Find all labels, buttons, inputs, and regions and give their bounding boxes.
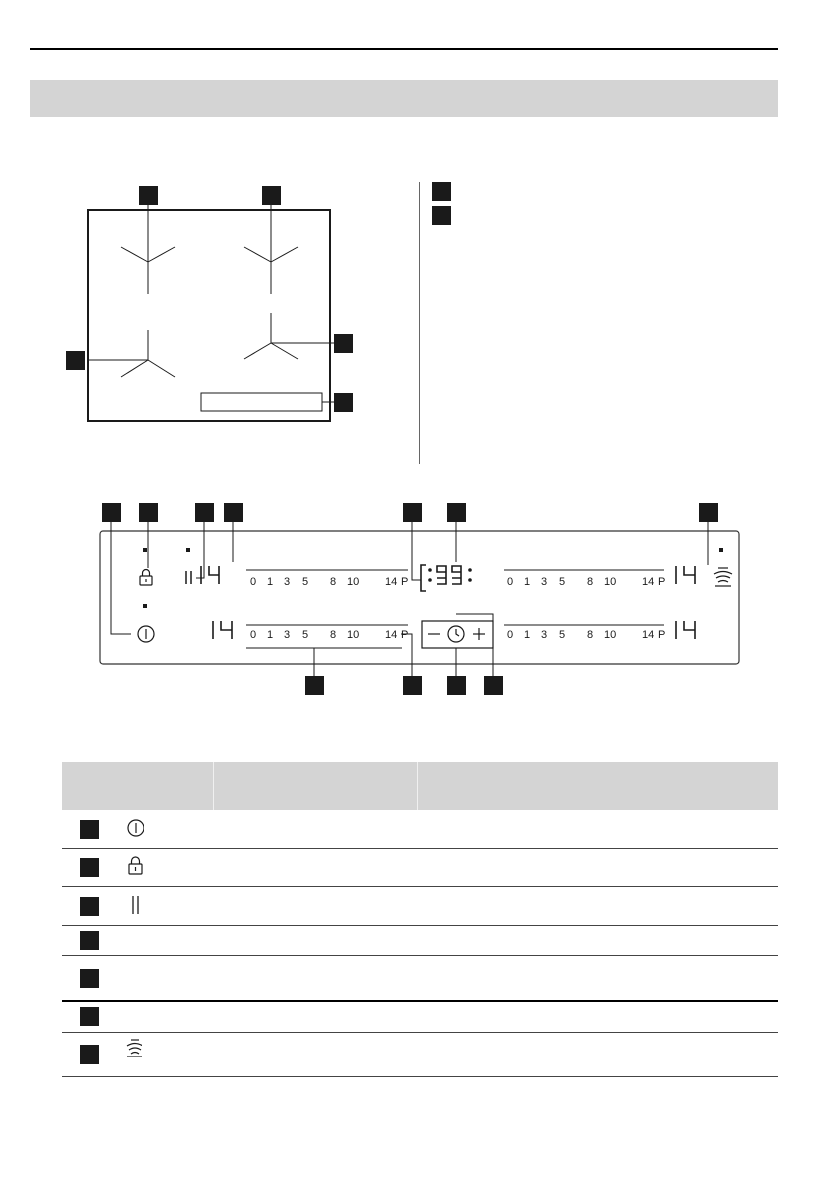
scale-label: P xyxy=(658,629,666,641)
row-marker xyxy=(80,1007,99,1026)
row-marker xyxy=(80,897,99,916)
scale-label: 8 xyxy=(587,576,594,588)
timer-icon xyxy=(448,626,464,642)
column-divider xyxy=(419,182,420,464)
scale-label: P xyxy=(401,576,409,588)
scale-label: 14 xyxy=(385,629,398,641)
scale-label: 0 xyxy=(507,576,514,588)
scale-label: 5 xyxy=(302,629,309,641)
pause-icon xyxy=(186,571,191,584)
table-row xyxy=(62,849,778,887)
callout-1 xyxy=(139,186,158,205)
cooking-zone-bottom-left xyxy=(88,330,175,377)
hob-to-hood-icon xyxy=(124,1037,142,1057)
scale-label: P xyxy=(401,629,409,641)
panel-callout-7 xyxy=(699,503,718,522)
panel-callout-5 xyxy=(403,503,422,522)
scale-label: 5 xyxy=(559,629,566,641)
scale-label: 14 xyxy=(642,629,655,641)
scale-label: 10 xyxy=(347,629,360,641)
table-row xyxy=(62,810,778,849)
panel-callout-3 xyxy=(195,503,214,522)
table-header xyxy=(62,762,778,810)
panel-callout-8 xyxy=(305,676,324,695)
cooking-zone-top-left xyxy=(121,205,175,294)
scale-label: 0 xyxy=(507,629,514,641)
scale-label: 0 xyxy=(250,576,257,588)
callout-3 xyxy=(66,351,85,370)
scale-label: 5 xyxy=(302,576,309,588)
scale-label: 8 xyxy=(330,576,337,588)
scale-label: 8 xyxy=(330,629,337,641)
scale-label: 1 xyxy=(267,629,274,641)
scale-label: 10 xyxy=(604,629,617,641)
legend-marker-1 xyxy=(432,182,451,201)
pause-icon xyxy=(126,895,144,915)
cooking-zone-bottom-right xyxy=(244,313,334,359)
table-row xyxy=(62,1033,778,1077)
table-row xyxy=(62,1002,778,1033)
control-panel-outline xyxy=(100,531,739,664)
panel-callout-4 xyxy=(224,503,243,522)
row-marker xyxy=(80,969,99,988)
scale-label: 8 xyxy=(587,629,594,641)
panel-callout-10 xyxy=(447,676,466,695)
header-rule xyxy=(30,48,778,50)
cooking-zone-top-right xyxy=(244,205,298,294)
scale-label: 14 xyxy=(385,576,398,588)
panel-callout-11 xyxy=(484,676,503,695)
row-marker xyxy=(80,858,99,877)
timer-display xyxy=(421,565,471,591)
scale-label: 1 xyxy=(267,576,274,588)
callout-5 xyxy=(334,393,353,412)
callout-2 xyxy=(262,186,281,205)
callout-4 xyxy=(334,334,353,353)
scale-label: 3 xyxy=(284,576,291,588)
zone-display-top-right xyxy=(676,566,695,584)
scale-top-right xyxy=(507,576,667,590)
scale-bottom-left xyxy=(250,629,410,643)
table-row xyxy=(62,926,778,956)
power-icon xyxy=(138,626,154,642)
zone-display-bottom-right xyxy=(676,621,695,639)
row-marker xyxy=(80,820,99,839)
scale-label: 1 xyxy=(524,576,531,588)
table-header-divider xyxy=(417,762,418,810)
panel-callout-9 xyxy=(403,676,422,695)
legend-marker-2 xyxy=(432,206,451,225)
panel-callout-6 xyxy=(447,503,466,522)
zone-display-top-left xyxy=(201,566,219,584)
control-panel-area xyxy=(201,393,322,411)
table-row xyxy=(62,887,778,926)
scale-label: 3 xyxy=(284,629,291,641)
scale-top-left xyxy=(250,576,410,590)
section-header-band xyxy=(30,80,778,117)
timer-controls xyxy=(422,621,493,648)
scale-label: 3 xyxy=(541,576,548,588)
scale-label: 5 xyxy=(559,576,566,588)
table-row xyxy=(62,956,778,1002)
row-marker xyxy=(80,931,99,950)
power-icon xyxy=(126,818,144,838)
scale-label: 10 xyxy=(347,576,360,588)
hob-to-hood-icon xyxy=(714,568,732,586)
lock-icon xyxy=(126,856,144,876)
row-marker xyxy=(80,1045,99,1064)
hob-outline xyxy=(88,210,330,421)
scale-label: P xyxy=(658,576,666,588)
scale-label: 10 xyxy=(604,576,617,588)
table-header-divider xyxy=(213,762,214,810)
scale-label: 0 xyxy=(250,629,257,641)
scale-label: 14 xyxy=(642,576,655,588)
zone-display-bottom-left xyxy=(213,621,232,639)
scale-bottom-right xyxy=(507,629,667,643)
panel-callout-1 xyxy=(102,503,121,522)
scale-label: 3 xyxy=(541,629,548,641)
scale-label: 1 xyxy=(524,629,531,641)
lock-icon xyxy=(140,570,152,586)
panel-callout-2 xyxy=(139,503,158,522)
